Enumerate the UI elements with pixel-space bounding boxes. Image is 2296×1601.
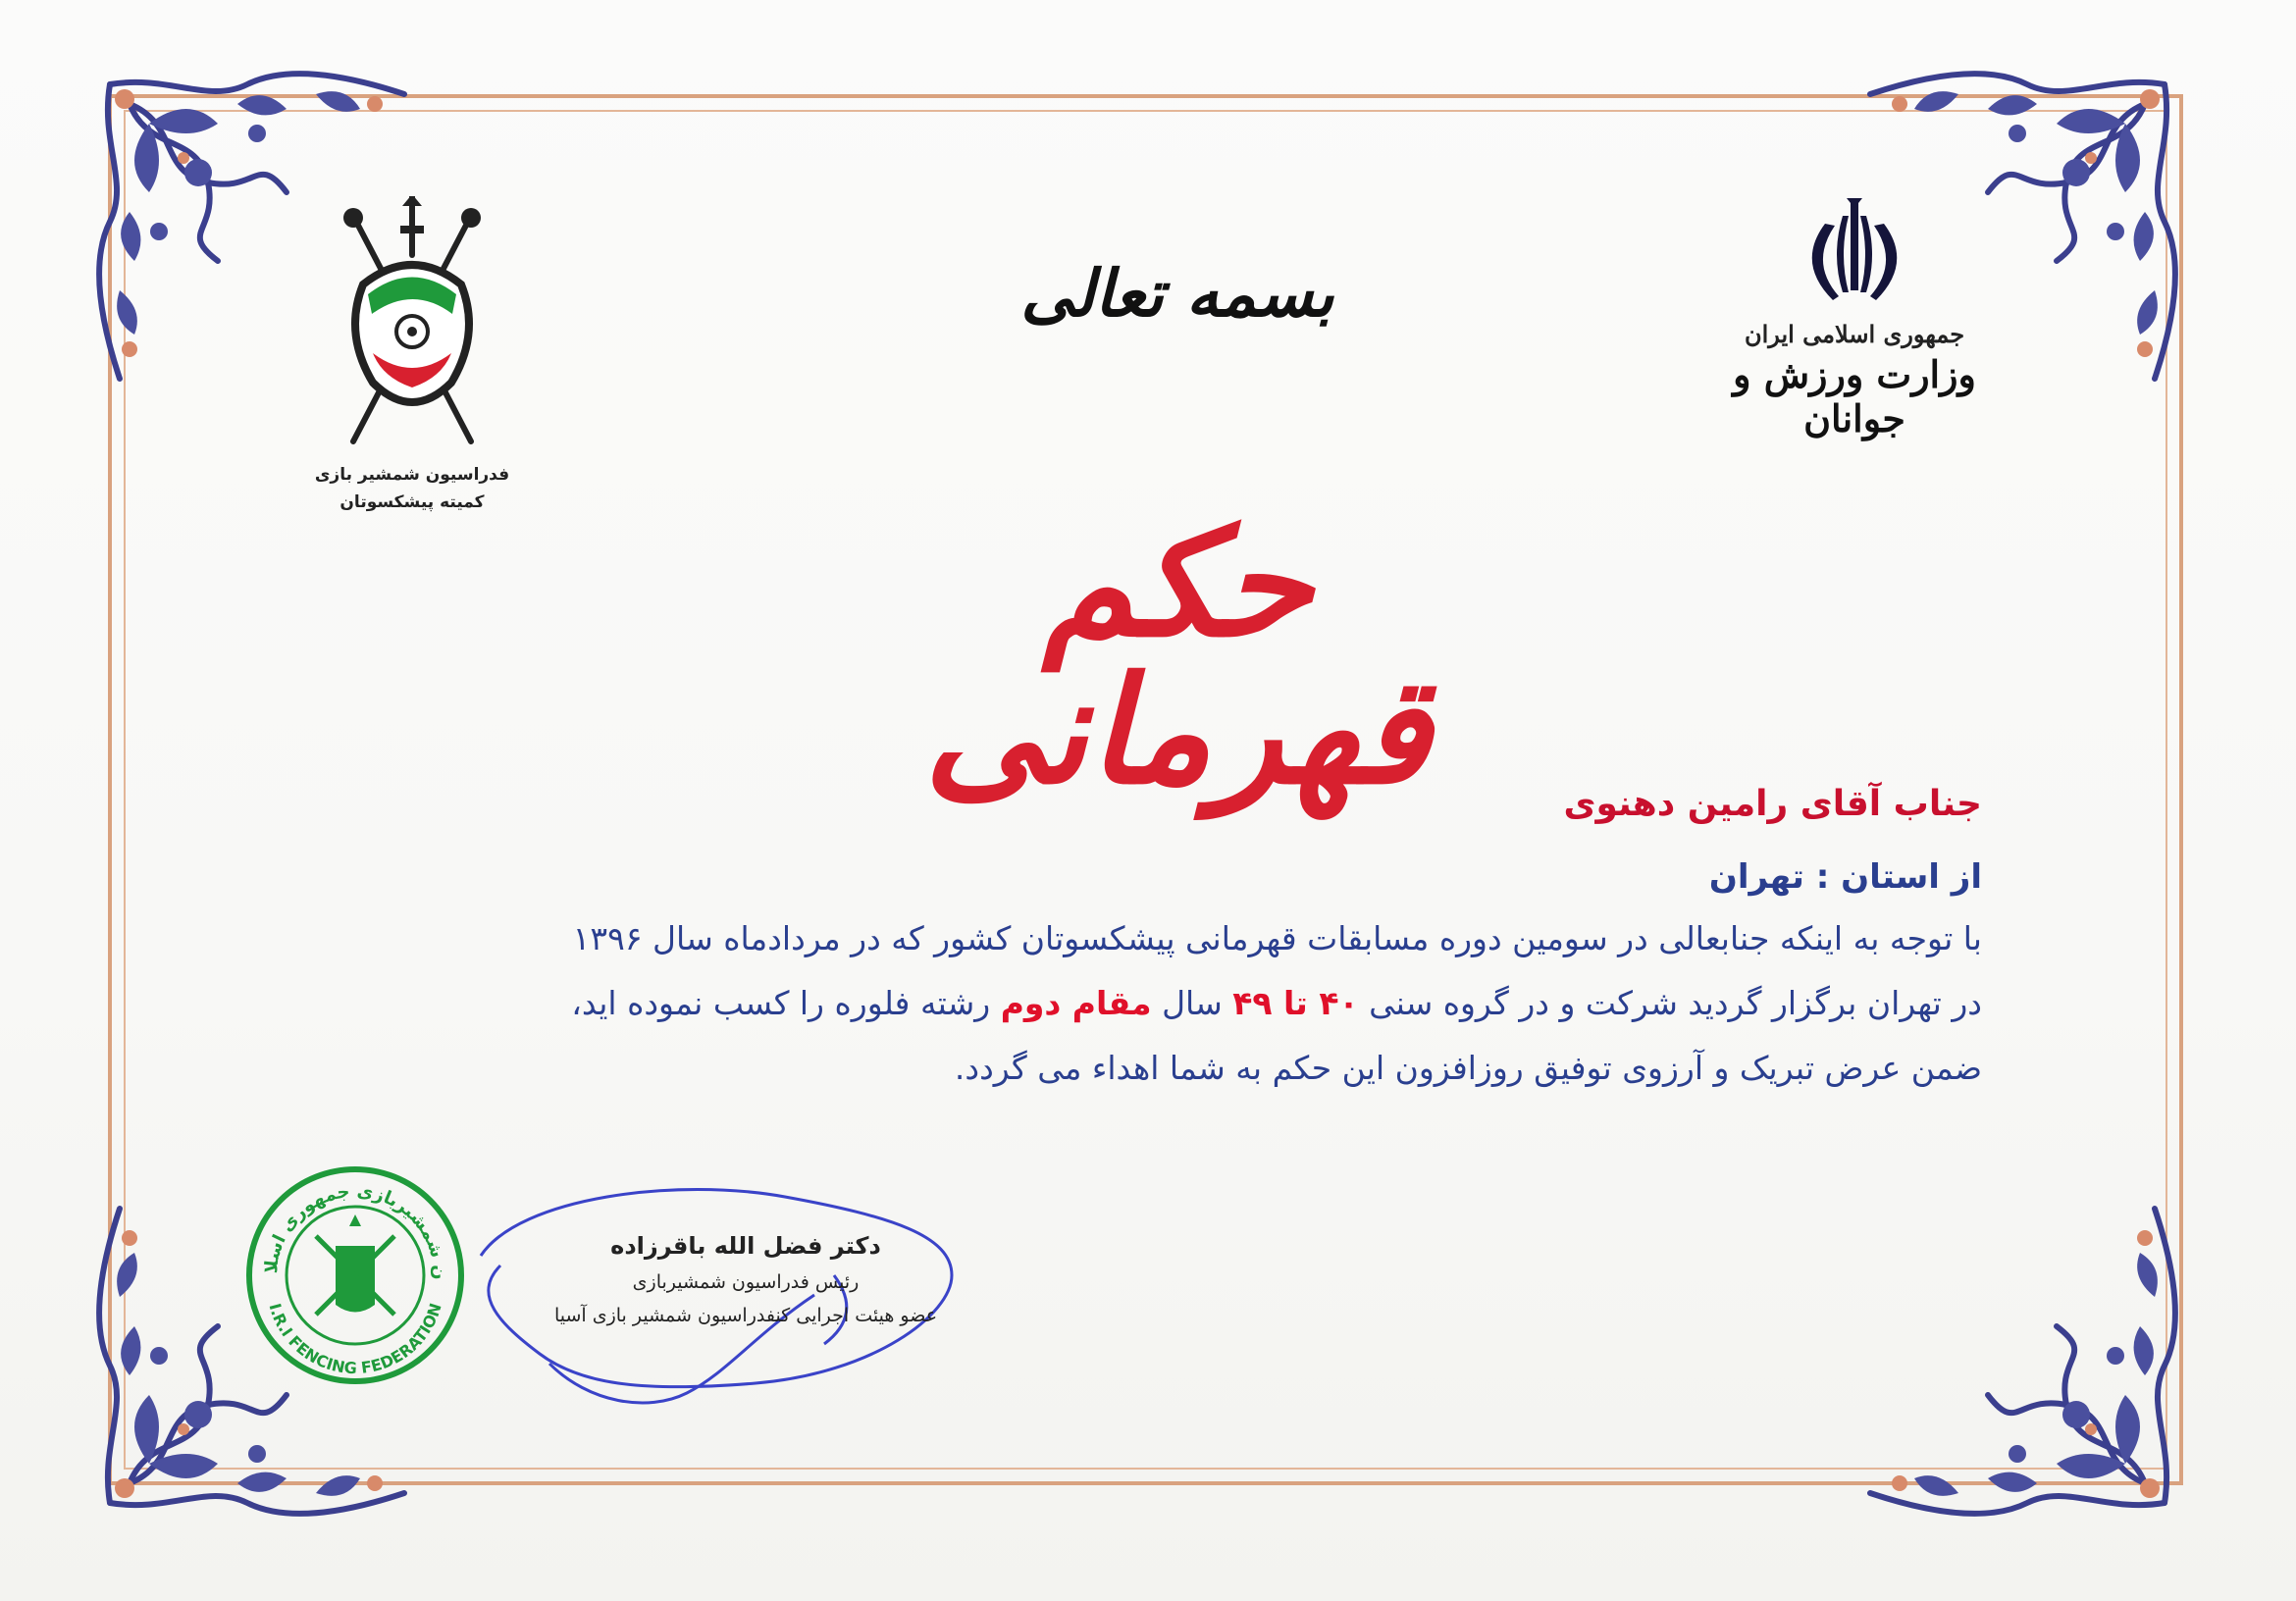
body-text-segment: رشته فلوره را کسب نموده اید، — [571, 984, 1001, 1022]
body-paragraph-3: ضمن عرض تبریک و آرزوی توفیق روزافزون این حکم به شما اهداء می گردد. — [954, 1049, 1982, 1087]
ministry-country-name: جمهوری اسلامی ایران — [1744, 320, 1965, 348]
body-paragraph-2 — [343, 971, 1982, 1036]
federation-committee: کمیته پیشکسوتان — [339, 492, 485, 512]
recipient-province: از استان : تهران — [1708, 857, 1982, 897]
ministry-name: وزارت ورزش و جوانان — [1733, 352, 1976, 440]
certificate-title: حکم قهرمانی — [923, 497, 1432, 817]
federation-name: فدراسیون شمشیر بازی — [314, 465, 510, 485]
rank-highlight: مقام دوم — [1000, 984, 1152, 1022]
ministry-header — [1707, 196, 2002, 471]
fencing-federation-logo — [324, 196, 500, 461]
federation-stamp — [237, 1158, 473, 1393]
body-text-segment: سال — [1151, 984, 1233, 1022]
body-paragraph-1: با توجه به اینکه جنابعالی در سومین دوره مسابقات قهرمانی پیشکسوتان کشور که در مردادماه سال ۱۳۹۶ — [572, 919, 1982, 957]
stamp-english-text: I.R.I FENCING FEDERATION — [265, 1301, 445, 1378]
basmala-heading: بسمه تعالی — [1020, 255, 1334, 332]
iran-emblem-icon — [1796, 196, 1913, 314]
signatory-role-1: رئیس فدراسیون شمشیربازی — [632, 1271, 860, 1293]
federation-header — [285, 196, 540, 549]
svg-text:I.R.I FENCING FEDERATION — [265, 1301, 444, 1377]
recipient-name: جناب آقای رامین دهنوی — [1563, 784, 1982, 824]
certificate-body — [343, 775, 1982, 1101]
body-text-segment: در تهران برگزار گردید شرکت و در گروه سنی — [1358, 984, 1982, 1022]
stamp-outer-text: ن شمشیربازی جمهوری اسلامی — [260, 1180, 450, 1280]
signatory-role-2: عضو هیئت اجرایی کنفدراسیون شمشیر بازی آسیا — [553, 1305, 938, 1326]
age-group: ۴۰ تا ۴۹ — [1232, 984, 1359, 1022]
corner-ornament-bottom-right — [1851, 1189, 2184, 1523]
signatory-block — [530, 1226, 962, 1332]
signatory-name: دکتر فضل الله باقرزاده — [610, 1232, 881, 1260]
